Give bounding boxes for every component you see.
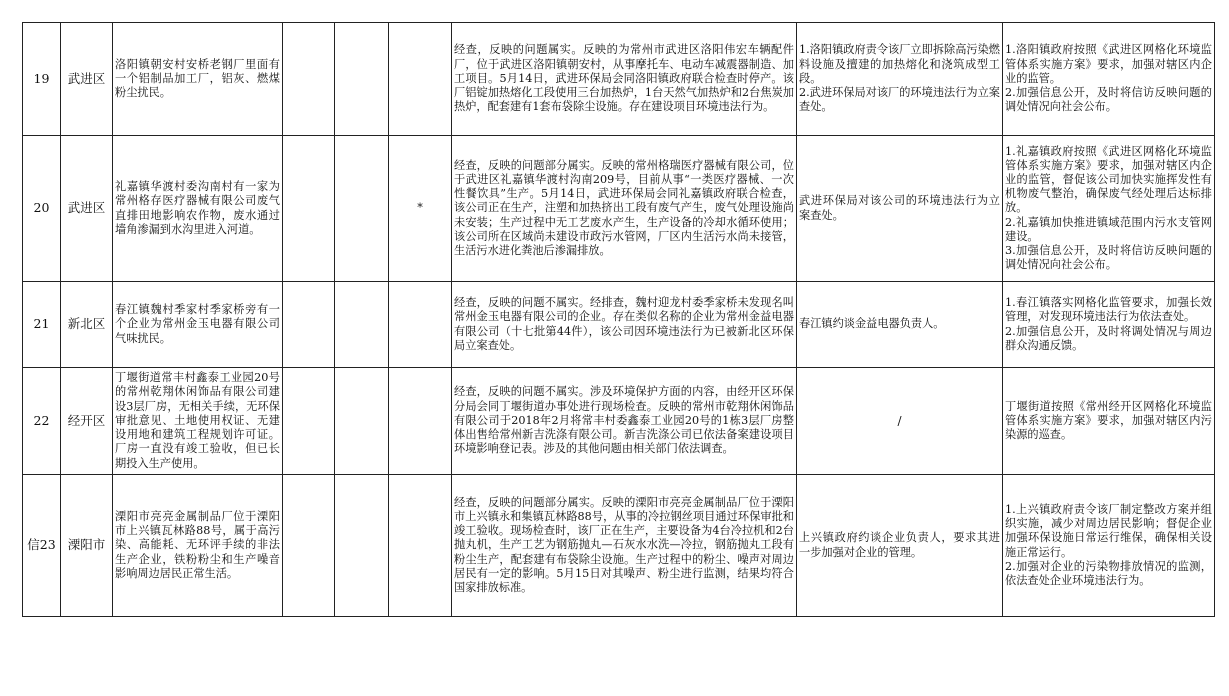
complaint-content-text: 溧阳市亮亮金属制品厂位于溧阳市上兴镇瓦林路88号，属于高污染、高能耗、无环评手续的非法生产企业，铁粉粉尘和生产噪音影响周边居民正常生活。 — [115, 509, 280, 580]
investigation-finding — [452, 23, 797, 136]
investigation-finding-text: 经查，反映的问题不属实。涉及环境保护方面的内容，由经开区环保分局会同丁堰街道办事处进行现场检查。反映的常州市乾翔休闲饰品有限公司于2018年2月将常丰村委鑫泰工业园20号的1栋3层厂房整体出售给常州新吉洗涤有限公司。新吉洗涤公司已依法备案建设项目环境影响登记表。涉及的其他问题由相关部门依法调查。 — [454, 385, 794, 456]
empty-cell — [283, 136, 335, 282]
district-text: 武进区 — [67, 200, 106, 216]
empty-cell — [335, 368, 389, 475]
handling-measures — [797, 475, 1003, 617]
row-number-text: 22 — [33, 412, 50, 428]
table-row — [23, 475, 1215, 617]
rectification-item: 1.礼嘉镇政府按照《武进区网格化环境监管体系实施方案》要求，加强对辖区内企业的监管，督促该公司加快实施挥发性有机物废气整治，确保废气经处理后达标排放。 — [1005, 144, 1212, 215]
rectification-measures — [1003, 282, 1215, 368]
table-row — [23, 368, 1215, 475]
row-number — [23, 368, 61, 475]
handling-item: 上兴镇政府约谈企业负责人，要求其进一步加强对企业的管理。 — [799, 531, 1000, 559]
row-number — [23, 475, 61, 617]
rectification-measures — [1003, 475, 1215, 617]
key-mark — [389, 475, 452, 617]
rectification-item: 2.加强对企业的污染物排放情况的监测，依法查处企业环境违法行为。 — [1005, 559, 1212, 587]
handling-measures — [797, 282, 1003, 368]
rectification-item: 1.洛阳镇政府按照《武进区网格化环境监管体系实施方案》要求，加强对辖区内企业的监管。 — [1005, 43, 1212, 85]
table-row — [23, 23, 1215, 136]
row-number — [23, 23, 61, 136]
table-row — [23, 282, 1215, 368]
empty-cell — [283, 368, 335, 475]
complaint-content-text: 春江镇魏村季家村季家桥旁有一个企业为常州金玉电器有限公司气味扰民。 — [115, 303, 280, 345]
row-number — [23, 282, 61, 368]
complaint-content — [113, 282, 283, 368]
key-mark — [389, 23, 452, 136]
rectification-item: 1.春江镇落实网格化监管要求，加强长效管理，对发现环境违法行为依法查处。 — [1005, 296, 1212, 324]
complaint-content-text: 洛阳镇朝安村安桥老钢厂里面有一个铝制品加工厂，铝灰、燃煤粉尘扰民。 — [115, 57, 280, 100]
table-row — [23, 136, 1215, 282]
empty-cell — [283, 475, 335, 617]
investigation-finding-text: 经查，反映的问题属实。反映的为常州市武进区洛阳伟宏车辆配件厂，位于武进区洛阳镇朝安村，从事摩托车、电动车减震器制造、加工项目。5月14日，武进环保局会同洛阳镇政府联合检查时停产。该厂铝锭加热熔化工段使用三台加热炉，1台天然气加热炉和2台焦炭加热炉，配套建有1套布袋除尘设施。存在建设项目环境违法行为。 — [454, 43, 794, 114]
complaint-content — [113, 23, 283, 136]
row-number-text: 20 — [33, 200, 50, 216]
district — [61, 368, 113, 475]
empty-cell — [283, 23, 335, 136]
district — [61, 475, 113, 617]
rectification-item: 2.礼嘉镇加快推进镇域范围内污水支管网建设。 — [1005, 215, 1212, 243]
handling-item: / — [897, 413, 902, 428]
investigation-finding-text: 经查，反映的问题部分属实。反映的溧阳市亮亮金属制品厂位于溧阳市上兴镇永和集镇瓦林路88号，从事的冷拉钢丝项目通过环保审批和竣工验收。现场检查时，该厂正在生产，主要设备为4台冷拉机和2台抛丸机，生产工艺为钢筋抛丸—石灰水水洗—冷拉，钢筋抛丸工段有粉尘生产，配套建有布袋除尘设施。生产过程中的粉尘、噪声对周边居民有一定的影响。5月15日对其噪声、粉尘进行监测，结果均符合国家排放标准。 — [454, 495, 794, 594]
district — [61, 282, 113, 368]
investigation-finding — [452, 475, 797, 617]
handling-measures — [797, 136, 1003, 282]
rectification-measures — [1003, 136, 1215, 282]
rectification-item: 1.上兴镇政府责令该厂制定整改方案并组织实施，减少对周边居民影响；督促企业加强环保设施日常运行维保，确保相关设施正常运行。 — [1005, 502, 1212, 559]
handling-measures — [797, 368, 1003, 475]
key-mark — [389, 368, 452, 475]
row-number-text: 19 — [33, 70, 50, 86]
key-mark — [389, 282, 452, 368]
key-mark — [389, 136, 452, 282]
district-text: 经开区 — [67, 412, 106, 428]
district-text: 溧阳市 — [67, 537, 106, 553]
empty-cell — [335, 23, 389, 136]
investigation-finding — [452, 368, 797, 475]
investigation-finding-text: 经查，反映的问题不属实。经排查，魏村迎龙村委季家桥未发现名叫常州金玉电器有限公司的企业。存在类似名称的企业为常州金益电器有限公司（十七批第44件），该公司因环境违法行为已被新北区环保局立案查处。 — [454, 296, 794, 352]
investigation-finding-text: 经查，反映的问题部分属实。反映的常州格瑞医疗器械有限公司，位于武进区礼嘉镇华渡村沟南209号，目前从事“一类医疗器械、一次性餐饮具”生产。5月14日，武进环保局会同礼嘉镇政府联合检查，该公司正在生产，注塑和加热挤出工段有废气产生，废气处理设施尚未安装；生产过程中无工艺废水产生，生产设备的冷却水循环使用；该公司所在区域尚未建设市政污水管网，厂区内生活污水尚未接管，生活污水进化粪池后渗漏排放。 — [454, 158, 794, 257]
empty-cell — [335, 136, 389, 282]
row-number-text: 21 — [33, 316, 50, 332]
handling-measures — [797, 23, 1003, 136]
investigation-finding — [452, 136, 797, 282]
rectification-item: 2.加强信息公开，及时将调处情况与周边群众沟通反馈。 — [1005, 324, 1212, 352]
complaint-content-text: 礼嘉镇华渡村委沟南村有一家为常州格存医疗器械有限公司废气直排田地影响农作物，废水通过墙角渗漏到水沟里进入河道。 — [115, 180, 280, 236]
handling-item: 春江镇约谈金益电器负责人。 — [799, 317, 945, 331]
investigation-finding — [452, 282, 797, 368]
district-text: 武进区 — [67, 70, 106, 86]
district — [61, 23, 113, 136]
complaint-content — [113, 475, 283, 617]
empty-cell — [335, 475, 389, 617]
key-mark-text: * — [417, 201, 423, 215]
complaint-content-text: 丁堰街道常丰村鑫泰工业园20号的常州乾翔休闲饰品有限公司建设3层厂房，无相关手续，无环保审批意见、土地使用权证、无建设用地和建筑工程规划许可证。厂房一直没有竣工验收，但已长期投入生产使用。 — [115, 371, 280, 470]
handling-item: 2.武进环保局对该厂的环境违法行为立案查处。 — [799, 86, 1000, 114]
district — [61, 136, 113, 282]
district-text: 新北区 — [67, 316, 106, 332]
complaint-table — [22, 22, 1215, 617]
empty-cell — [335, 282, 389, 368]
complaint-content — [113, 368, 283, 475]
rectification-measures — [1003, 368, 1215, 475]
rectification-item: 3.加强信息公开，及时将信访反映问题的调处情况向社会公布。 — [1005, 244, 1212, 272]
empty-cell — [283, 282, 335, 368]
handling-item: 武进环保局对该公司的环境违法行为立案查处。 — [799, 194, 1000, 222]
complaint-content — [113, 136, 283, 282]
document-page — [22, 22, 1214, 617]
rectification-measures — [1003, 23, 1215, 136]
row-number-text: 信23 — [27, 537, 56, 553]
rectification-item: 丁堰街道按照《常州经开区网格化环境监管体系实施方案》要求，加强对辖区内污染源的巡查。 — [1005, 399, 1212, 442]
rectification-item: 2.加强信息公开，及时将信访反映问题的调处情况向社会公布。 — [1005, 86, 1212, 114]
row-number — [23, 136, 61, 282]
handling-item: 1.洛阳镇政府责令该厂立即拆除高污染燃料设施及擅建的加热熔化和浇筑成型工段。 — [799, 43, 1000, 85]
